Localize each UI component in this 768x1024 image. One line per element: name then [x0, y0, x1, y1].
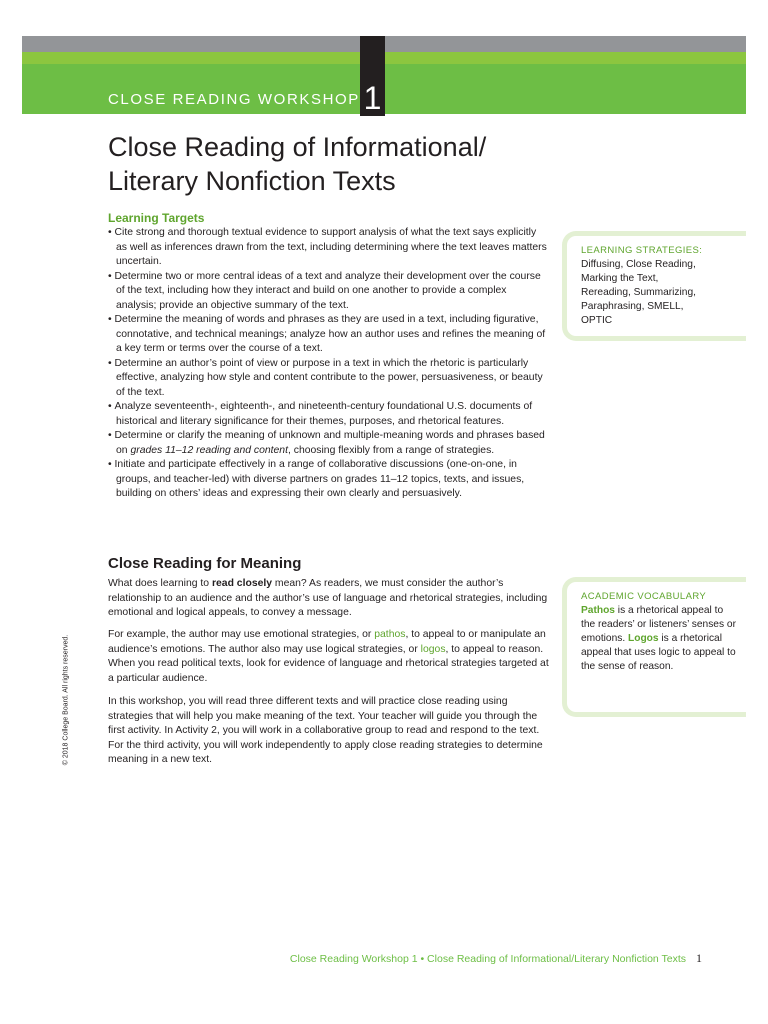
paragraph-text: For example, the author may use emotional strategies, or [108, 629, 375, 640]
strategy-line: Marking the Text, [581, 273, 659, 284]
academic-vocabulary-box [562, 577, 746, 717]
learning-target-item: • Cite strong and thorough textual evidence to support analysis of what the text says explicitly as well as inferences drawn from the text, including determining where the text leaves matters uncertain. [108, 226, 548, 270]
copyright-notice: © 2018 College Board. All rights reserved. [62, 634, 70, 766]
strategy-line: Diffusing, Close Reading, [581, 259, 696, 270]
paragraph-text: mean? As readers, we must consider the author’s relationship to an audience and the author’s use of language and rhetorical strategies, including emotional and logical appeals, to convey a message. [108, 578, 548, 618]
vocab-term-logos: Logos [628, 633, 659, 644]
learning-target-item [108, 429, 548, 458]
learning-strategies-box [562, 231, 746, 341]
page-title-line1: Close Reading of Informational/ [108, 132, 487, 162]
learning-target-item: • Determine an author’s point of view or purpose in a text in which the rhetoric is particularly effective, analyzing how style and content contribute to the power, persuasiveness, or beauty of the text. [108, 357, 548, 401]
vocab-definition: is a rhetorical appeal to the readers’ or listeners’ senses or emotions. [581, 605, 736, 644]
learning-targets-list [108, 226, 548, 502]
page-title [108, 130, 548, 198]
workshop-number: 1 [363, 80, 382, 116]
academic-vocabulary-heading: ACADEMIC VOCABULARY [581, 591, 707, 602]
term-pathos: pathos [374, 629, 406, 640]
term-logos: logos [420, 643, 446, 655]
vocab-definition: is a rhetorical appeal that uses logic to appeal to the sense of reason. [581, 633, 736, 672]
paragraph-text: , to appeal to reason. When you read political texts, look for evidence of language and rhetorical strategies targeted at a particular audience. [108, 643, 549, 684]
learning-target-italic: grades 11–12 reading and content [130, 444, 288, 456]
learning-target-item: • Determine two or more central ideas of a text and analyze their development over the course of the text, including how they interact and build on one another to provide a complex analysis; provide an objective summary of the text. [108, 270, 548, 314]
learning-target-item: • Initiate and participate effectively in a range of collaborative discussions (one-on-one, in groups, and teacher-led) with diverse partners on grades 11–12 topics, texts, and issues, building on others’ ideas and expressing their own clearly and persuasively. [108, 458, 548, 502]
learning-strategies-heading: LEARNING STRATEGIES: [581, 245, 703, 256]
strategy-line: OPTIC [581, 315, 613, 326]
learning-target-text: Determine or clarify the meaning of unknown and multiple-meaning words and phrases based on [114, 430, 545, 456]
footer-text: Close Reading Workshop 1 • Close Reading of Informational/Literary Nonfiction Texts [289, 953, 686, 965]
learning-targets-heading: Learning Targets [108, 211, 205, 225]
learning-target-item: • Determine the meaning of words and phrases as they are used in a text, including figurative, connotative, and technical meanings; analyze how an author uses and refines the meaning of a key term or terms over the course of a text. [108, 313, 548, 357]
learning-target-text: , choosing flexibly from a range of strategies. [287, 444, 495, 456]
section-heading: Close Reading for Meaning [108, 555, 302, 572]
paragraph-text: , to appeal to or manipulate an audience’s emotions. The author also may use logical strategies, or [108, 629, 546, 655]
strategy-line: Rereading, Summarizing, [581, 287, 696, 298]
paragraph-text: What does learning to [108, 578, 212, 589]
workshop-number-tab [360, 36, 385, 116]
vocabulary-definitions [581, 604, 740, 674]
strategy-line: Paraphrasing, SMELL, [581, 301, 684, 312]
paragraph-example [108, 628, 550, 686]
paragraph-intro [108, 577, 550, 621]
page-number: 1 [696, 951, 702, 965]
learning-target-item: • Analyze seventeenth-, eighteenth-, and nineteenth-century foundational U.S. documents of historical and literary significance for their themes, purposes, and rhetorical features. [108, 400, 548, 429]
paragraph-workshop-overview: In this workshop, you will read three different texts and will practice close reading using strategies that will help you make meaning of the text. Your teacher will guide you through the first activity. In Activity 2, you will work in a collaborative group to read and respond to the text. For the third activity, you will work independently to apply close reading strategies to determine meaning in a new text. [108, 696, 543, 765]
page-title-line2: Literary Nonfiction Texts [108, 166, 396, 196]
page-footer [290, 951, 702, 966]
bold-phrase: read closely [211, 578, 273, 589]
vocab-term-pathos: Pathos [581, 605, 615, 616]
workshop-label: CLOSE READING WORKSHOP [108, 91, 360, 108]
